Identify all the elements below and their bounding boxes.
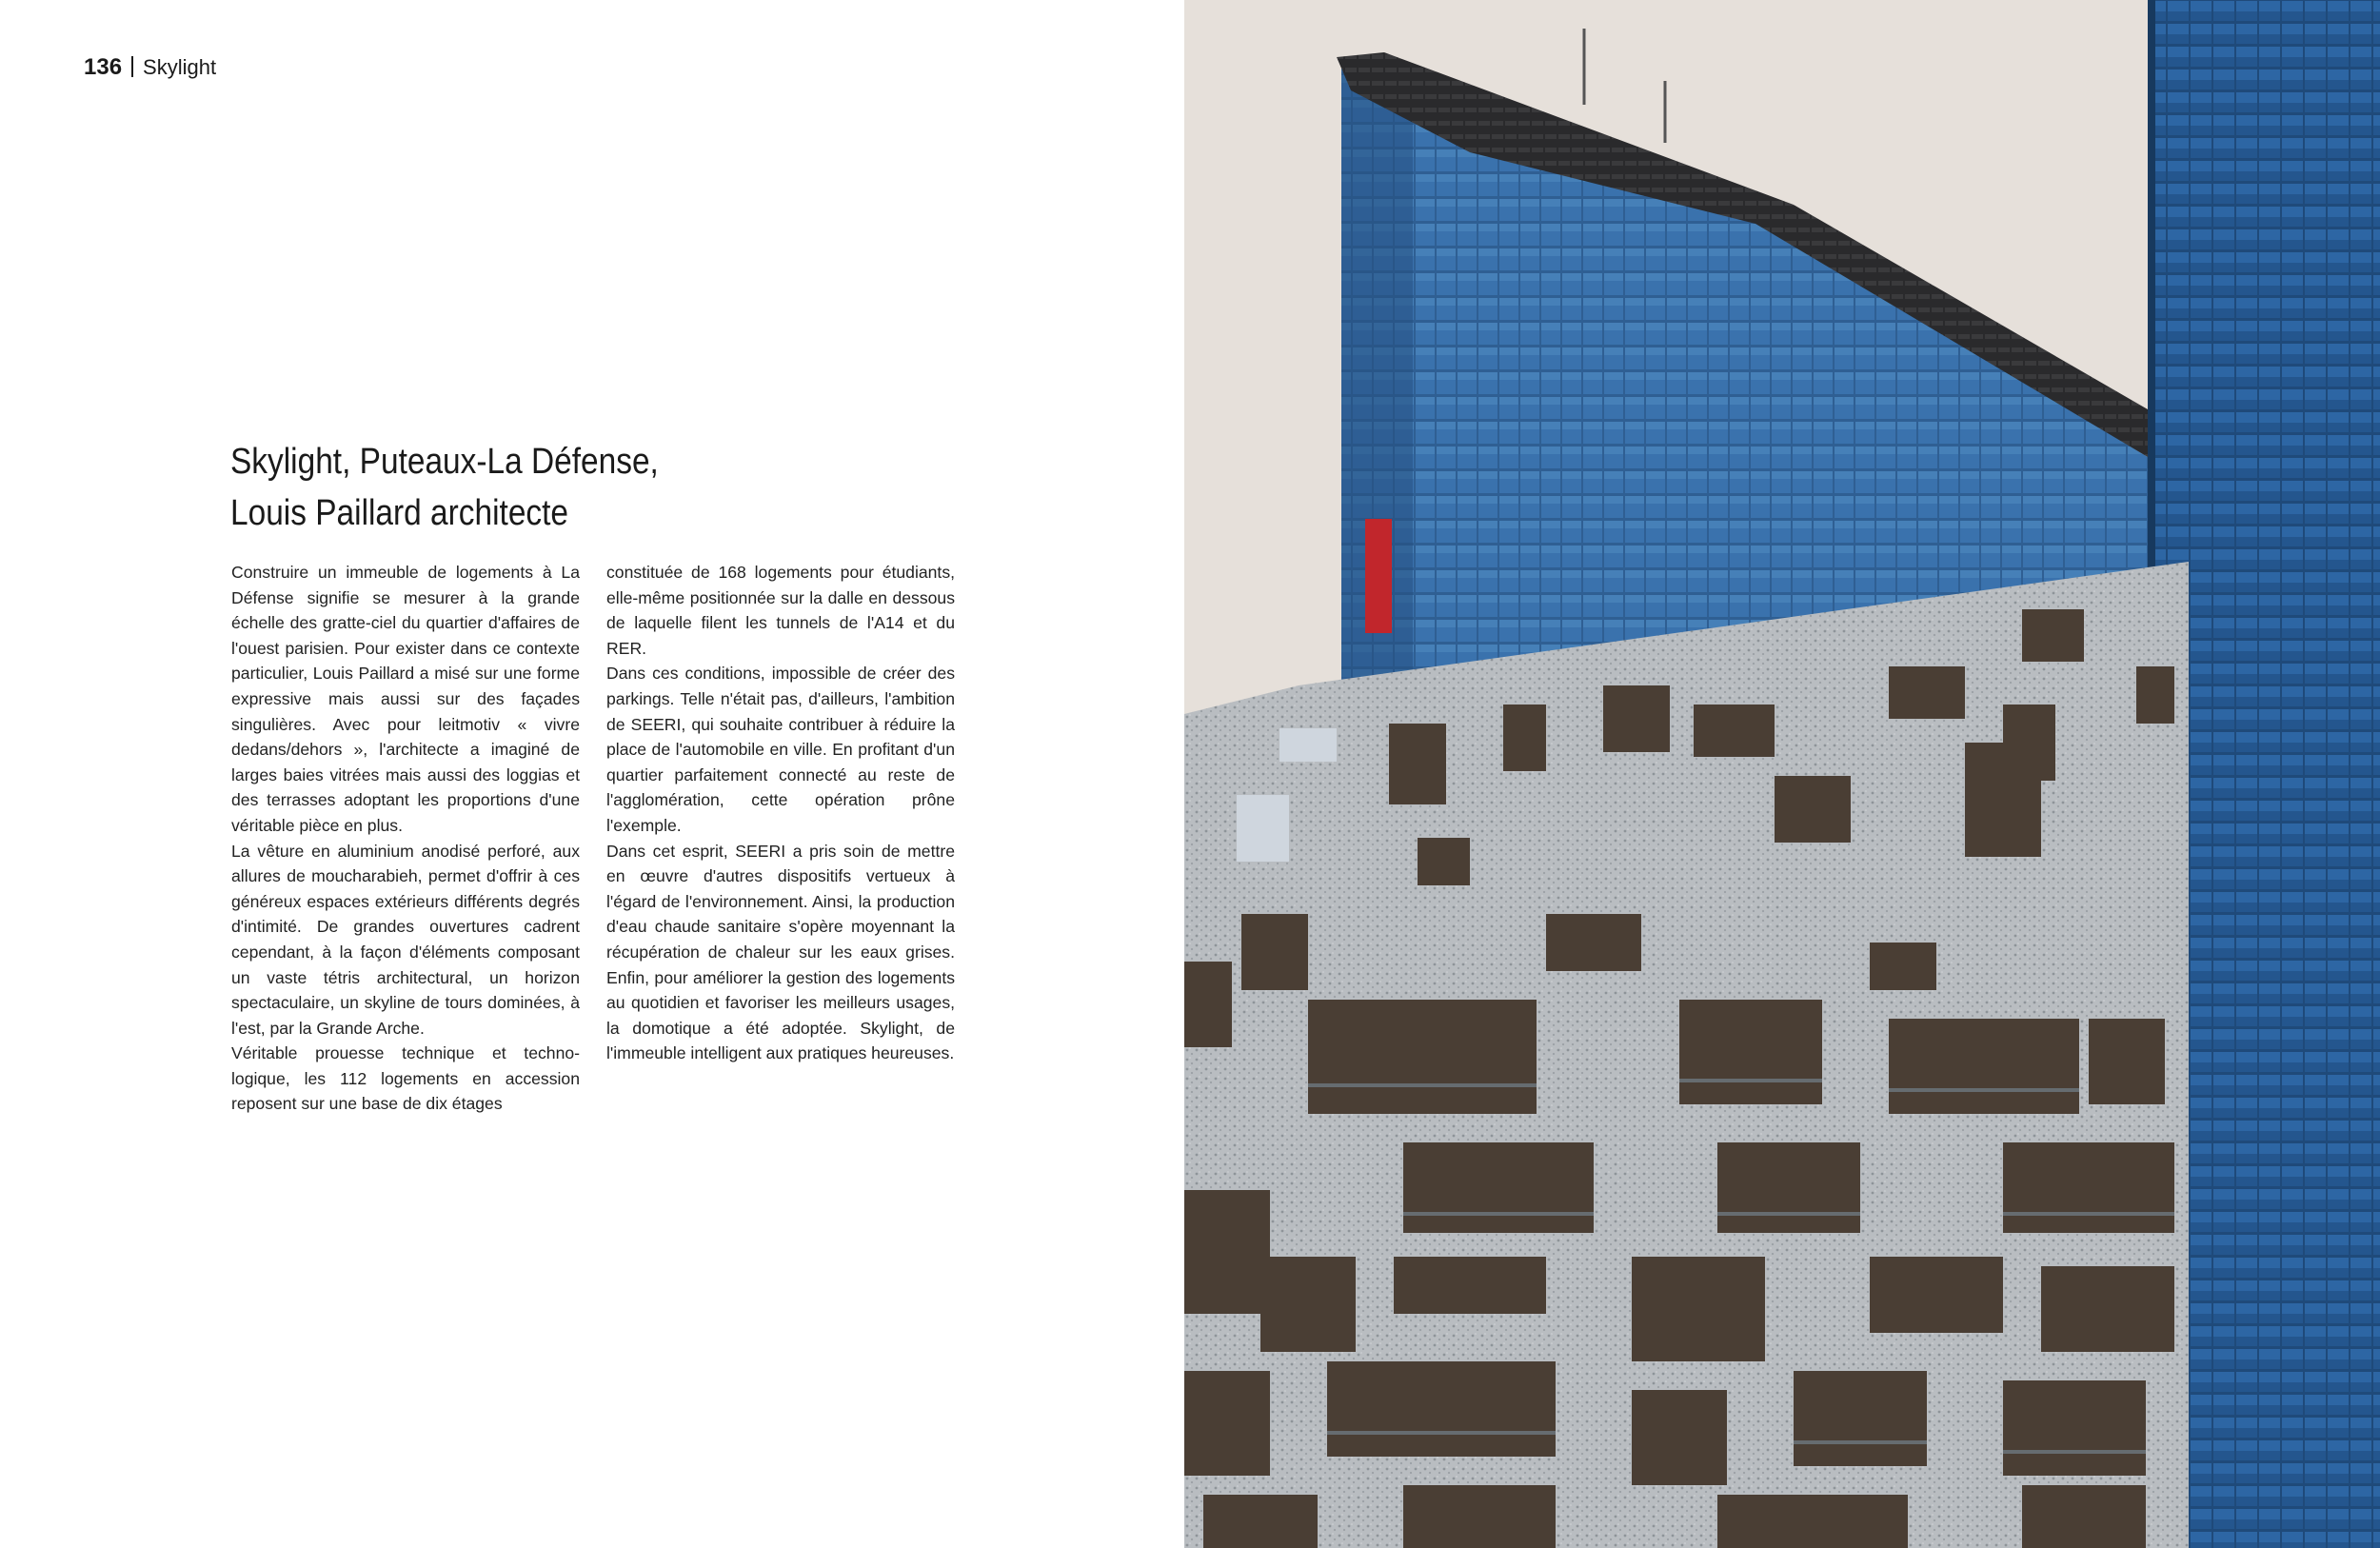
article-title-line-2: Louis Paillard architecte bbox=[230, 493, 569, 533]
left-page bbox=[0, 0, 1184, 1548]
article-title-line-1: Skylight, Puteaux-La Défense, bbox=[230, 442, 659, 482]
page-folio bbox=[84, 54, 216, 81]
paragraph: constituée de 168 logements pour étudiants, elle-même positionnée sur la dalle en dessous de laquelle filent les tunnels de l'A14 et du RER. bbox=[606, 563, 955, 658]
page-number: 136 bbox=[84, 54, 123, 80]
paragraph: La vêture en aluminium anodisé perforé, aux allures de moucharabieh, permet d'offrir à ces généreux espaces extérieurs différents degrés d'intimité. De grandes ouvertures cadrent cependant, à la façon d'éléments composant un vaste tétris architectural, un horizon spectaculaire, un skyline de tours dominées, à l'est, par la Grande Arche. bbox=[231, 841, 580, 1038]
folio-divider bbox=[131, 56, 133, 77]
running-title: Skylight bbox=[143, 55, 217, 79]
paragraph: Véritable prouesse technique et techno-logique, les 112 logements en accession reposent sur une base de dix étages bbox=[231, 1043, 580, 1114]
paragraph: Dans cet esprit, SEERI a pris soin de mettre en œuvre d'autres dispositifs vertueux à l'égard de l'environnement. Ainsi, la production d'eau chaude sanitaire s'opère moyennant la récupération de chaleur sur les eaux grises. Enfin, pour améliorer la gestion des logements au quotidien et favoriser les meilleurs usages, la domotique a été adoptée. Skylight, de l'immeuble intelligent aux pratiques heureuses. bbox=[606, 841, 955, 1063]
paragraph: Construire un immeuble de logements à La Défense signifie se mesurer à la grande échelle des gratte-ciel du quartier d'affaires de l'ouest parisien. Pour exister dans ce contexte particulier, Louis Paillard a misé sur une forme expressive mais aussi sur des façades singulières. Avec pour leitmotiv « vivre dedans/dehors », l'architecte a imaginé de larges baies vitrées mais aussi des loggias et des terrasses adoptant les proportions d'une véritable pièce en plus. bbox=[231, 563, 580, 835]
text-column-1 bbox=[231, 560, 580, 1117]
article-title bbox=[230, 436, 700, 539]
building-illustration bbox=[1184, 0, 2380, 1548]
building-photo bbox=[1184, 0, 2380, 1548]
paragraph: Dans ces conditions, impossible de créer des parkings. Telle n'était pas, d'ailleurs, l'ambition de SEERI, qui souhaite contribuer à réduire la place de l'automobile en ville. En profitant d'un quartier parfaitement connecté au reste de l'agglomération, cette opération prône l'exemple. bbox=[606, 664, 955, 835]
text-column-2 bbox=[606, 560, 955, 1066]
